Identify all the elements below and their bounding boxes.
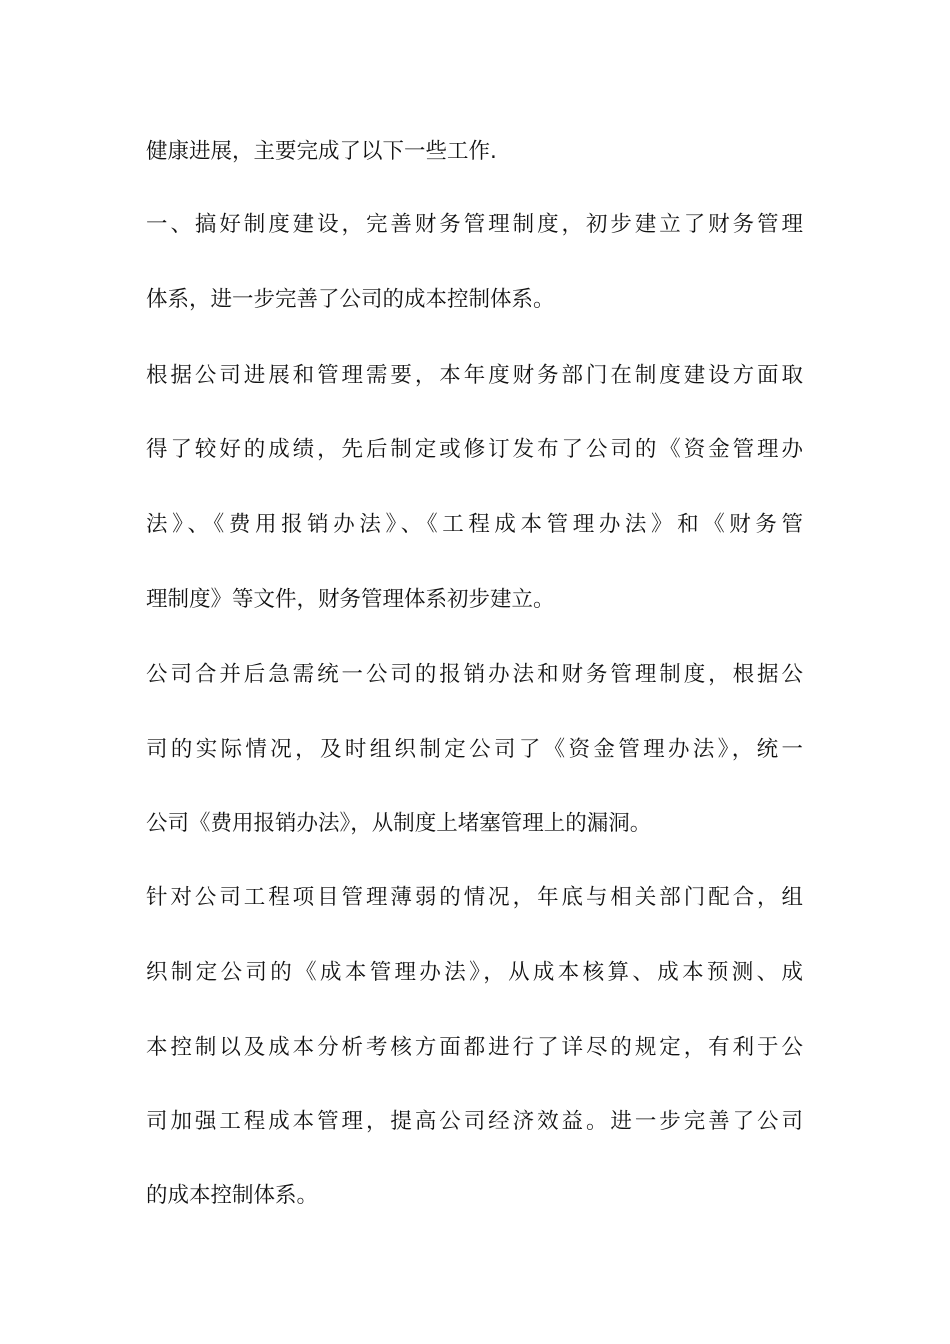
text-line-1: 健康进展，主要完成了以下一些工作. <box>146 139 497 164</box>
text-line-6: 法》、《费用报销办法》、《工程成本管理办法》和《财务管 <box>146 512 803 537</box>
text-line-4: 根据公司进展和管理需要，本年度财务部门在制度建设方面取 <box>146 363 803 388</box>
text-line-11: 针对公司工程项目管理薄弱的情况，年底与相关部门配合，组 <box>146 885 803 910</box>
text-line-13: 本控制以及成本分析考核方面都进行了详尽的规定，有利于公 <box>146 1035 803 1060</box>
text-line-7: 理制度》等文件，财务管理体系初步建立。 <box>146 587 555 612</box>
text-line-2: 一、搞好制度建设，完善财务管理制度，初步建立了财务管理 <box>146 212 803 237</box>
text-line-15: 的成本控制体系。 <box>146 1183 319 1208</box>
text-line-12: 织制定公司的《成本管理办法》，从成本核算、成本预测、成 <box>146 960 803 985</box>
text-line-8: 公司合并后急需统一公司的报销办法和财务管理制度，根据公 <box>146 662 803 687</box>
text-line-9: 司的实际情况，及时组织制定公司了《资金管理办法》，统一 <box>146 737 803 762</box>
text-line-5: 得了较好的成绩，先后制定或修订发布了公司的《资金管理办 <box>146 437 803 462</box>
text-line-14: 司加强工程成本管理，提高公司经济效益。进一步完善了公司 <box>146 1109 803 1134</box>
text-line-3: 体系，进一步完善了公司的成本控制体系。 <box>146 287 555 312</box>
text-line-10: 公司《费用报销办法》，从制度上堵塞管理上的漏洞。 <box>146 811 652 836</box>
